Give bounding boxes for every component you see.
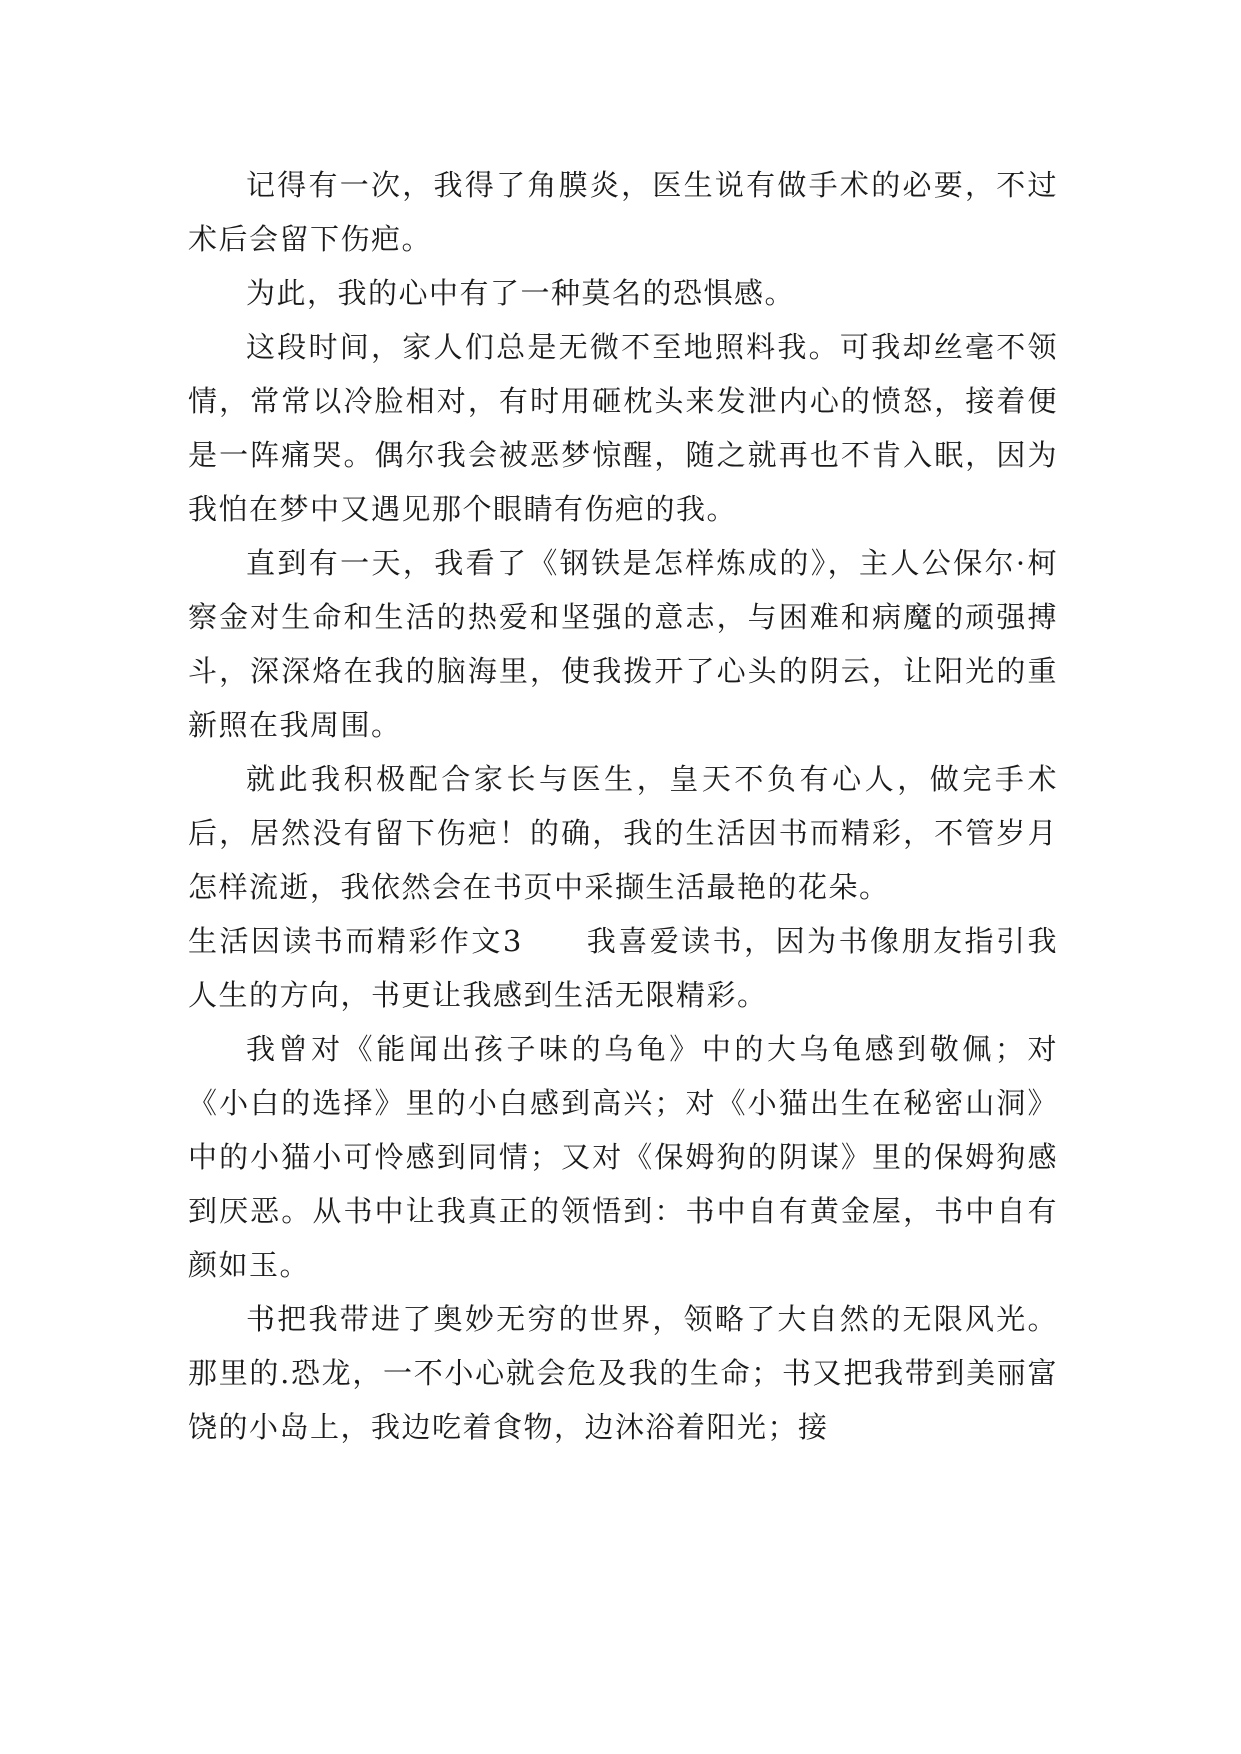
paragraph-8: 书把我带进了奥妙无穷的世界，领略了大自然的无限风光。那里的.恐龙，一不小心就会危及我的生命；书又把我带到美丽富饶的小岛上，我边吃着食物，边沐浴着阳光；接 [188,1302,1058,1444]
paragraph-2: 为此，我的心中有了一种莫名的恐惧感。 [246,276,796,310]
paragraph-7: 我曾对《能闻出孩子味的乌龟》中的大乌龟感到敬佩；对《小白的选择》里的小白感到高兴；对《小猫出生在秘密山洞》中的小猫小可怜感到同情；又对《保姆狗的阴谋》里的保姆狗感到厌恶。从书中让我真正的领悟到：书中自有黄金屋，书中自有颜如玉。 [188,1032,1058,1282]
paragraph-1: 记得有一次，我得了角膜炎，医生说有做手术的必要，不过术后会留下伤疤。 [188,168,1058,256]
paragraph-5: 就此我积极配合家长与医生，皇天不负有心人，做完手术后，居然没有留下伤疤！的确，我的生活因书而精彩，不管岁月怎样流逝，我依然会在书页中采撷生活最艳的花朵。 [188,762,1058,904]
document-body [188,158,1058,1454]
paragraph-4: 直到有一天，我看了《钢铁是怎样炼成的》，主人公保尔·柯察金对生命和生活的热爱和坚强的意志，与困难和病魔的顽强搏斗，深深烙在我的脑海里，使我拨开了心头的阴云，让阳光的重新照在我周围。 [188,546,1058,742]
paragraph-6: 生活因读书而精彩作文3 我喜爱读书，因为书像朋友指引我人生的方向，书更让我感到生活无限精彩。 [188,924,1058,1012]
paragraph-3: 这段时间，家人们总是无微不至地照料我。可我却丝毫不领情，常常以冷脸相对，有时用砸枕头来发泄内心的愤怒，接着便是一阵痛哭。偶尔我会被恶梦惊醒，随之就再也不肯入眠，因为我怕在梦中又遇见那个眼睛有伤疤的我。 [188,330,1058,526]
